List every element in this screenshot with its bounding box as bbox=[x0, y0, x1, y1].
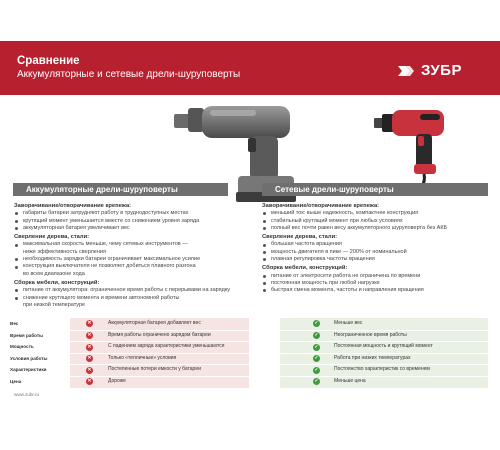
cross-icon: ✕ bbox=[87, 355, 92, 362]
feature-item: необходимость зарядки батареи ограничивает максимальное усилие bbox=[14, 256, 244, 263]
footer-url[interactable]: www.zubr.ru bbox=[14, 392, 40, 397]
corded-value: Неограниченное время работы bbox=[334, 331, 407, 338]
feature-item: аккумуляторная батарея увеличивает вес bbox=[14, 225, 244, 232]
feature-group bbox=[262, 265, 490, 294]
brand-logo bbox=[398, 62, 488, 80]
corded-features bbox=[262, 201, 490, 297]
feature-item: полный вес почти равен весу аккумуляторного шуруповерта без АКБ bbox=[262, 225, 490, 232]
check-icon: ✓ bbox=[314, 331, 319, 338]
comparison-table bbox=[10, 318, 488, 388]
feature-group-title: Сборка мебели, конструкций: bbox=[14, 279, 100, 286]
feature-group-title: Заворачивание/отворачивание крепежа: bbox=[262, 203, 380, 209]
row-label: Вес bbox=[10, 321, 19, 326]
table-row bbox=[10, 353, 488, 365]
corded-drill-image bbox=[372, 104, 458, 192]
feature-item: мощность двигателя в пике — 200% от номинальной bbox=[262, 249, 490, 256]
corded-value: Постоянство характеристик со временем bbox=[334, 366, 430, 373]
row-label: Цена bbox=[10, 379, 22, 384]
corded-value: Меньше вес bbox=[334, 320, 363, 326]
table-row bbox=[10, 341, 488, 353]
check-icon: ✓ bbox=[314, 366, 319, 373]
corded-value: Меньше цена bbox=[334, 378, 366, 384]
feature-item: питание от электросети работа не ограничена по времени bbox=[262, 273, 490, 280]
feature-item: плавная регулировка частоты вращения bbox=[262, 256, 490, 263]
feature-group bbox=[14, 203, 244, 232]
row-label: Время работы bbox=[10, 332, 44, 338]
feature-item: быстрая смена момента, частоты и направления вращения bbox=[262, 287, 490, 294]
feature-item: стабильный крутящий момент при любых условиях bbox=[262, 218, 490, 225]
feature-item: снижение крутящего момента и времени автономной работы при низкой температуре bbox=[14, 295, 244, 310]
cross-icon: ✕ bbox=[87, 378, 92, 385]
feature-group bbox=[262, 234, 490, 263]
corded-section-heading: Сетевые дрели-шуруповерты bbox=[262, 183, 488, 196]
cross-icon: ✕ bbox=[87, 343, 92, 350]
feature-item: крутящий момент уменьшается вместе со снижением уровня заряда bbox=[14, 218, 244, 225]
page-title: Сравнение bbox=[17, 55, 80, 67]
feature-item: габариты батареи затрудняют работу в труднодоступных местах bbox=[14, 210, 244, 217]
cordless-section-heading: Аккумуляторные дрели-шуруповерты bbox=[13, 183, 228, 196]
cross-icon: ✕ bbox=[87, 366, 92, 373]
table-row bbox=[10, 318, 488, 330]
brand-logo-icon bbox=[398, 64, 418, 78]
cordless-value: С падением заряда характеристики уменьшаются bbox=[108, 343, 225, 350]
row-label: Характеристики bbox=[10, 367, 47, 373]
brand-logo-text: ЗУБР bbox=[421, 62, 462, 79]
cordless-value: Время работы ограничено зарядом батареи bbox=[108, 331, 211, 338]
feature-item: питание от аккумулятора: ограниченное время работы с перерывами на зарядку bbox=[14, 287, 244, 294]
cordless-features bbox=[14, 201, 244, 311]
feature-item: максимальная скорость меньше, чему сетевых инструментов — ниже эффективность сверления bbox=[14, 241, 244, 256]
check-icon: ✓ bbox=[314, 343, 319, 350]
check-icon: ✓ bbox=[314, 355, 319, 362]
cordless-value: Дороже bbox=[108, 378, 126, 384]
corded-value: Постоянная мощность и крутящий момент bbox=[334, 343, 433, 350]
feature-group bbox=[262, 203, 490, 232]
feature-group-title: Сверление дерева, стали: bbox=[262, 234, 338, 241]
feature-item: большая частота вращения bbox=[262, 241, 490, 248]
feature-item: меньший ток: выше надежность, компактнее конструкция bbox=[262, 210, 490, 217]
check-icon: ✓ bbox=[314, 378, 319, 385]
feature-group-title: Заворачивание/отворачивание крепежа: bbox=[14, 203, 132, 209]
page-subtitle: Аккумуляторные и сетевые дрели-шуруповерты bbox=[17, 69, 241, 80]
cross-icon: ✕ bbox=[87, 331, 92, 338]
feature-group bbox=[14, 234, 244, 278]
corded-value: Работа при низких температурах bbox=[334, 354, 411, 361]
feature-group-title: Сборка мебели, конструкций: bbox=[262, 265, 348, 272]
table-row bbox=[10, 364, 488, 376]
cordless-value: Аккумуляторная батарея добавляет вес bbox=[108, 320, 201, 326]
feature-group bbox=[14, 280, 244, 309]
feature-group-title: Сверление дерева, стали: bbox=[14, 234, 90, 241]
check-icon: ✓ bbox=[314, 320, 319, 327]
cross-icon: ✕ bbox=[87, 320, 92, 327]
cordless-value: Постепенные потери емкости у батареи bbox=[108, 366, 201, 373]
table-row bbox=[10, 376, 488, 388]
row-label: Мощность bbox=[10, 344, 34, 350]
feature-item: постоянная мощность при любой нагрузке bbox=[262, 280, 490, 287]
cordless-value: Только «тепличные» условия bbox=[108, 354, 177, 361]
table-row bbox=[10, 330, 488, 342]
feature-item: конструкция выключателя не позволяет добиться плавного разгона во всем диапазоне хода bbox=[14, 263, 244, 278]
row-label: Условия работы bbox=[10, 355, 48, 361]
